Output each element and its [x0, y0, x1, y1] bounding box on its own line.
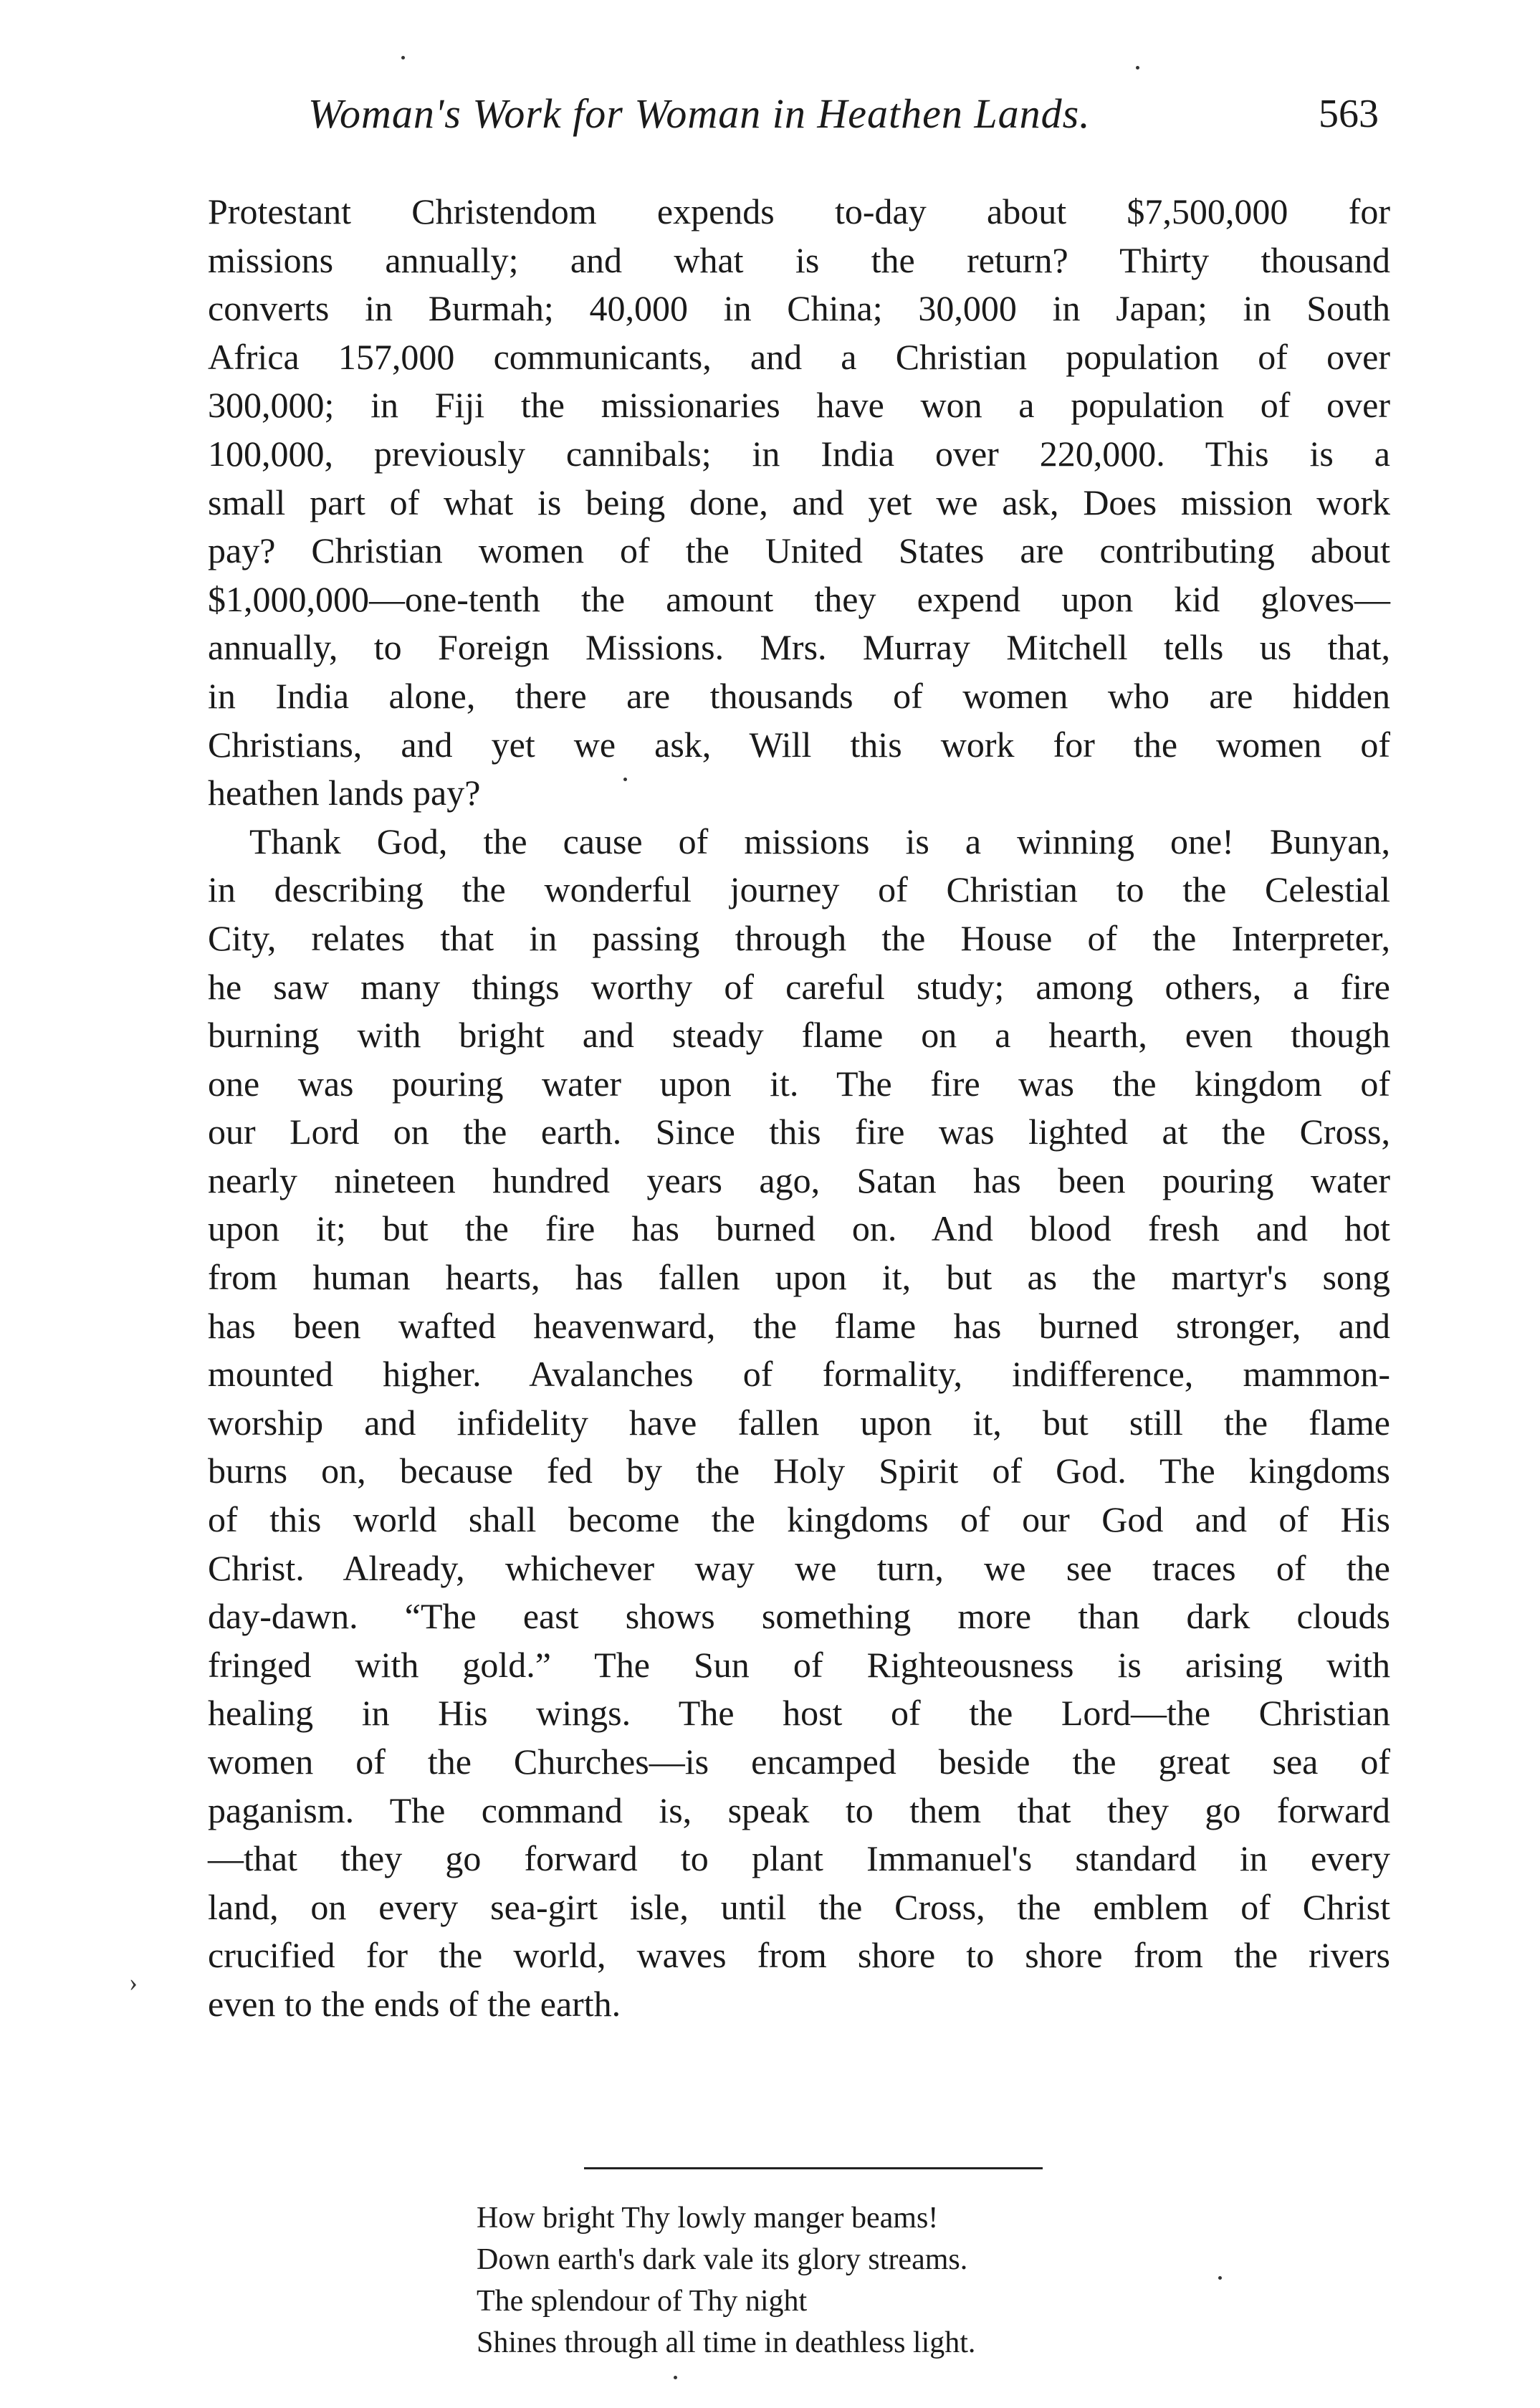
section-divider [584, 2167, 1043, 2169]
text-line: —that they go forward to plant Immanuel's standard in every [208, 1838, 1390, 1879]
text-line: annually, to Foreign Missions. Mrs. Murray Mitchell tells us that, [208, 627, 1390, 668]
ink-speck [1218, 2276, 1222, 2280]
ink-speck [674, 2376, 677, 2379]
text-line: women of the Churches—is encamped beside the great sea of [208, 1742, 1390, 1782]
text-line: Thank God, the cause of missions is a winning one! Bunyan, [249, 821, 1390, 861]
text-line: pay? Christian women of the United States are contributing about [208, 530, 1390, 571]
text-line: upon it; but the fire has burned on. And blood fresh and hot [208, 1208, 1390, 1249]
running-header [0, 90, 1540, 147]
text-line: one was pouring water upon it. The fire was the kingdom of [208, 1063, 1390, 1104]
text-line: 300,000; in Fiji the missionaries have won a population of over [208, 385, 1390, 426]
text-line: Christians, and yet we ask, Will this work for the women of [208, 724, 1390, 765]
text-line: nearly nineteen hundred years ago, Satan has been pouring water [208, 1160, 1390, 1200]
body-text [208, 188, 1390, 2029]
text-line: Christ. Already, whichever way we turn, we see traces of the [208, 1547, 1390, 1588]
text-line: has been wafted heavenward, the flame has burned stronger, and [208, 1305, 1390, 1346]
text-line: City, relates that in passing through the House of the Interpreter, [208, 917, 1390, 958]
text-line: burns on, because fed by the Holy Spirit of God. The kingdoms [208, 1451, 1390, 1491]
text-line: land, on every sea-girt isle, until the Cross, the emblem of Christ [208, 1886, 1390, 1927]
margin-mark: › [129, 1968, 138, 1997]
text-line: fringed with gold.” The Sun of Righteousness is arising with [208, 1644, 1390, 1685]
text-line: day-dawn. “The east shows something more than dark clouds [208, 1596, 1390, 1637]
verse-line: Shines through all time in deathless light. [477, 2326, 976, 2359]
text-line: Africa 157,000 communicants, and a Christian population of over [208, 336, 1390, 377]
text-line: small part of what is being done, and yet we ask, Does mission work [208, 482, 1390, 522]
text-line: crucified for the world, waves from shore to shore from the rivers [208, 1935, 1390, 1976]
verse-line: Down earth's dark vale its glory streams. [477, 2243, 968, 2276]
text-line: burning with bright and steady flame on a hearth, even though [208, 1015, 1390, 1056]
verse-line: How bright Thy lowly manger beams! [477, 2202, 939, 2235]
text-line: in India alone, there are thousands of women who are hidden [208, 675, 1390, 716]
text-line: Protestant Christendom expends to-day about $7,500,000 for [208, 191, 1390, 231]
text-line: missions annually; and what is the return? Thirty thousand [208, 239, 1390, 280]
text-line: from human hearts, has fallen upon it, but as the martyr's song [208, 1257, 1390, 1298]
ink-speck [401, 56, 405, 59]
verse-block [477, 2197, 975, 2364]
text-line: $1,000,000—one-tenth the amount they expend upon kid gloves— [208, 578, 1390, 619]
text-line: worship and infidelity have fallen upon it, but still the flame [208, 1402, 1390, 1443]
running-title: Woman's Work for Woman in Heathen Lands. [308, 90, 1091, 137]
text-line: even to the ends of the earth. [208, 1983, 621, 2024]
ink-speck [1136, 66, 1139, 70]
text-line: healing in His wings. The host of the Lord—the Christian [208, 1693, 1390, 1734]
text-line: 100,000, previously cannibals; in India over 220,000. This is a [208, 433, 1390, 474]
verse-line: The splendour of Thy night [477, 2285, 808, 2318]
text-line: mounted higher. Avalanches of formality, indifference, mammon- [208, 1354, 1390, 1395]
text-line: heathen lands pay? [208, 773, 481, 813]
page-number: 563 [1319, 92, 1379, 136]
text-line: paganism. The command is, speak to them that they go forward [208, 1790, 1390, 1830]
text-line: in describing the wonderful journey of Christian to the Celestial [208, 869, 1390, 910]
text-line: our Lord on the earth. Since this fire was lighted at the Cross, [208, 1112, 1390, 1152]
text-line: he saw many things worthy of careful study; among others, a fire [208, 966, 1390, 1007]
text-line: converts in Burmah; 40,000 in China; 30,000 in Japan; in South [208, 288, 1390, 329]
text-line: of this world shall become the kingdoms of our God and of His [208, 1499, 1390, 1540]
